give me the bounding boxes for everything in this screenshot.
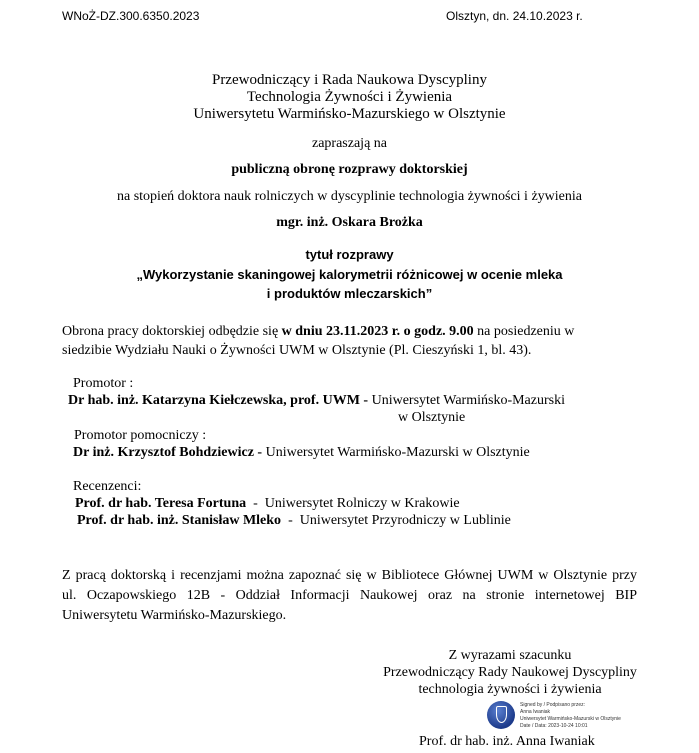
degree-text: na stopień doktora nauk rolniczych w dyscyplinie technologia żywności i żywienia <box>117 189 582 204</box>
closing-line: technologia żywności i żywienia <box>418 682 602 697</box>
reference-number: WNoŻ-DZ.300.6350.2023 <box>62 9 200 23</box>
org-line: Technologia Żywności i Żywienia <box>246 89 453 105</box>
reviewer-affiliation: - Uniwersytet Przyrodniczy w Lublinie <box>281 513 511 528</box>
library-line: ul. Oczapowskiego 12B - Oddział Informacji Naukowej oraz na stronie internetowej BIP <box>62 588 637 603</box>
defense-date: w dniu 23.11.2023 r. o godz. 9.00 <box>281 324 474 339</box>
signed-by-label: Signed by / Podpisano przez: <box>520 702 586 708</box>
signer-org: Uniwersytet Warmińsko-Mazurski w Olsztynie <box>520 716 621 722</box>
text: Obrona pracy doktorskiej odbędzie się <box>62 324 282 339</box>
organization <box>0 72 699 123</box>
digital-signature <box>520 702 621 730</box>
promotor-label: Promotor : <box>73 376 134 391</box>
closing-line: Z wyrazami szacunku <box>448 648 572 663</box>
signer-name: Anna Iwaniak <box>520 709 551 715</box>
library-line: Uniwersytetu Warmińsko-Mazurskiego. <box>62 608 287 623</box>
promotor-aux-affiliation: Uniwersytet Warmińsko-Mazurski w Olsztynie <box>262 445 530 460</box>
reviewer <box>77 513 511 529</box>
closing-line: Przewodniczący Rady Naukowej Dyscypliny <box>383 665 637 680</box>
org-line: Uniwersytetu Warmińsko-Mazurskiego w Olsztynie <box>193 106 506 122</box>
promotor-affiliation-2: w Olsztynie <box>398 410 466 425</box>
text: na posiedzeniu w <box>473 324 575 339</box>
signatory-name: Prof. dr hab. inż. Anna Iwaniak <box>419 734 595 749</box>
closing <box>380 647 640 698</box>
library-info <box>62 566 637 626</box>
promotor-name: Dr hab. inż. Katarzyna Kiełczewska, prof. UWM - <box>68 393 369 408</box>
reviewer-affiliation: - Uniwersytet Rolniczy w Krakowie <box>246 496 460 511</box>
defense-location: siedzibie Wydziału Nauki o Żywności UWM w Olsztynie (Pl. Cieszyński 1, bl. 43). <box>62 343 532 358</box>
digital-signature-pen-icon <box>487 701 515 729</box>
promotor-aux-name: Dr inż. Krzysztof Bohdziewicz - <box>73 445 263 460</box>
org-line: Przewodniczący i Rada Naukowa Dyscypliny <box>212 72 487 88</box>
thesis-title-line: „Wykorzystanie skaningowej kalorymetrii różnicowej w ocenie mleka <box>136 267 563 282</box>
library-line: Z pracą doktorską i recenzjami można zapoznać się w Bibliotece Głównej UWM w Olsztynie przy <box>62 568 637 583</box>
thesis-label: tytuł rozprawy <box>305 247 394 262</box>
invite-text: zapraszają na <box>312 136 387 151</box>
reviewers-label: Recenzenci: <box>73 479 142 494</box>
reviewer <box>75 496 460 512</box>
reviewer-name: Prof. dr hab. Teresa Fortuna <box>75 496 247 511</box>
defense-info <box>62 322 574 360</box>
thesis-title-line: i produktów mleczarskich” <box>266 286 433 301</box>
signature-date: Date / Data: 2023-10-24 10:01 <box>520 723 588 729</box>
promotor-aux-label: Promotor pomocniczy : <box>74 428 207 443</box>
reviewer-name: Prof. dr hab. inż. Stanisław Mleko <box>77 513 282 528</box>
candidate-name: mgr. inż. Oskara Brożka <box>276 215 423 230</box>
event-title: publiczną obronę rozprawy doktorskiej <box>231 162 468 177</box>
promotor-affiliation: Uniwersytet Warmińsko-Mazurski <box>368 393 565 408</box>
place-date: Olsztyn, dn. 24.10.2023 r. <box>446 9 583 23</box>
thesis-title <box>0 265 699 303</box>
